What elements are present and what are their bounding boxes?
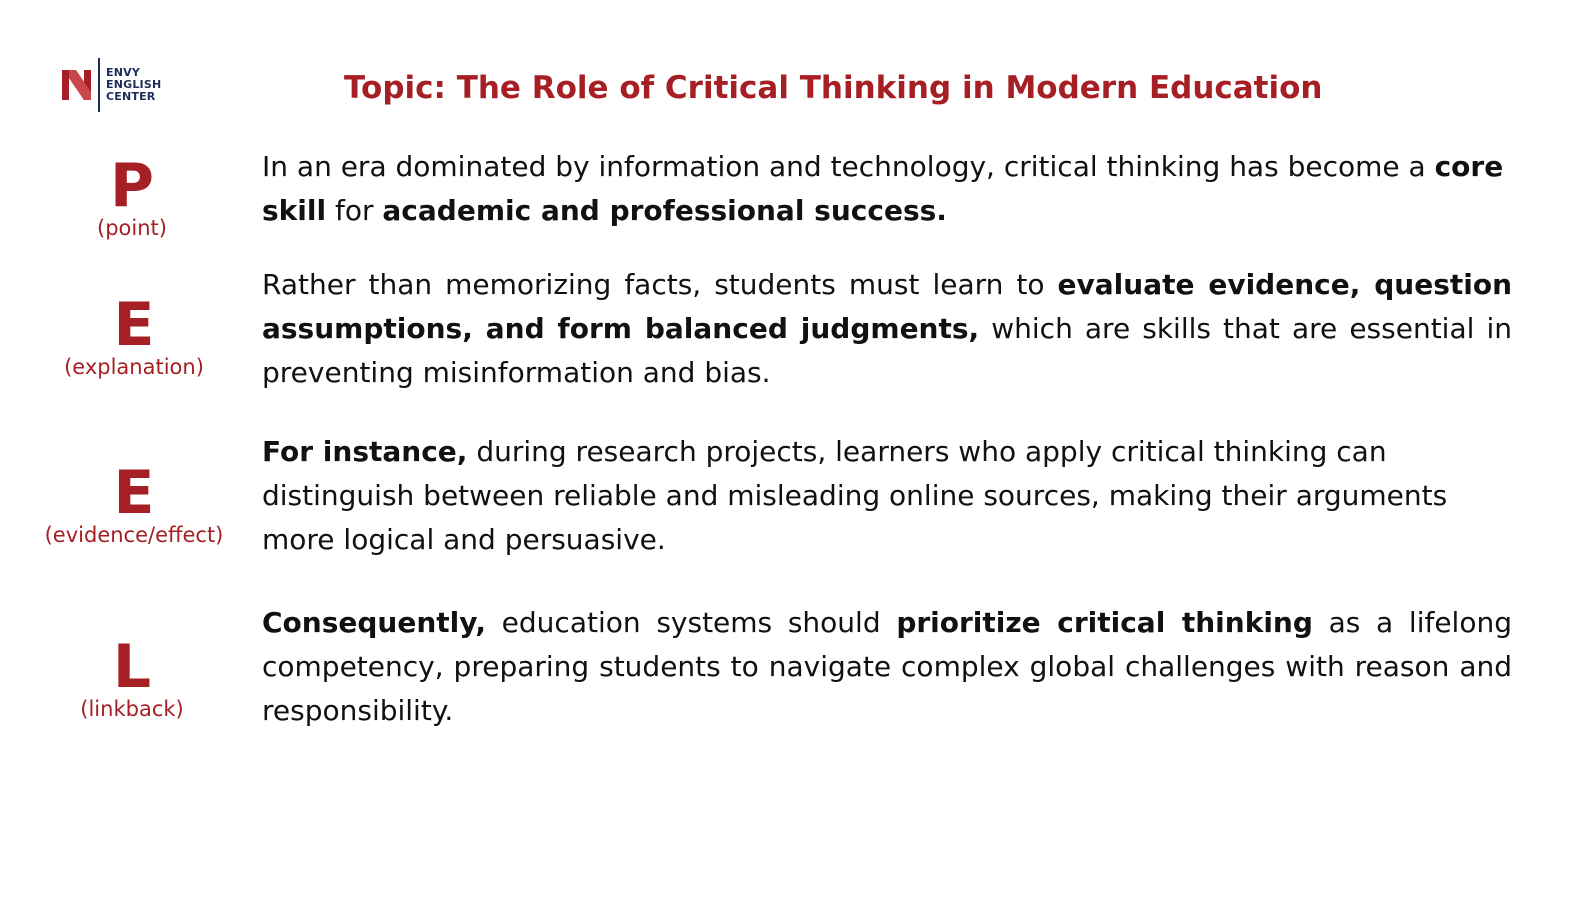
envy-english-center-logo: [60, 58, 161, 112]
point-bold-1: core skill: [262, 150, 1504, 227]
evidence-bold-1: For instance,: [262, 435, 468, 468]
label-explanation-letter: E: [113, 290, 155, 360]
paragraph-explanation: [262, 263, 1512, 395]
evidence-text-1: during research projects, learners who apply critical thinking can distinguish between reliable and misleading online sources, making their arguments more logical and persuasive.: [262, 435, 1448, 556]
label-point-word: (point): [97, 216, 167, 240]
paragraph-linkback: [262, 601, 1512, 733]
logo-line-2: ENGLISH: [106, 78, 162, 91]
label-linkback-letter: L: [112, 632, 152, 702]
logo-divider: [98, 58, 100, 112]
point-bold-2: academic and professional success.: [382, 194, 947, 227]
logo-line-3: CENTER: [106, 90, 156, 103]
explanation-bold-1: evaluate evidence, question assumptions, and form balanced judgments,: [262, 268, 1513, 345]
label-evidence-letter: E: [113, 458, 155, 528]
label-linkback: [12, 632, 252, 722]
envy-n-logo-icon: [60, 68, 94, 102]
label-explanation: [14, 290, 254, 380]
label-point-letter: P: [110, 151, 154, 221]
linkback-bold-1: Consequently,: [262, 606, 486, 639]
label-explanation-word: (explanation): [64, 355, 204, 379]
logo-text: [106, 67, 161, 103]
point-text-2: for: [326, 194, 383, 227]
explanation-text-1: Rather than memorizing facts, students must learn to: [262, 268, 1058, 301]
explanation-text-2: which are skills that are essential in preventing misinformation and bias.: [262, 312, 1512, 389]
label-linkback-word: (linkback): [80, 697, 184, 721]
logo-line-1: ENVY: [106, 66, 140, 79]
linkback-text-2: as a lifelong competency, preparing students to navigate complex global challenges with reason and responsibility.: [262, 606, 1512, 727]
linkback-bold-2: prioritize critical thinking: [896, 606, 1313, 639]
paragraph-point: [262, 145, 1512, 233]
label-evidence-word: (evidence/effect): [44, 523, 224, 547]
label-evidence: [14, 458, 254, 548]
point-text-1: In an era dominated by information and technology, critical thinking has become a: [262, 150, 1435, 183]
paragraph-evidence: [262, 430, 1512, 562]
label-point: [12, 151, 252, 241]
linkback-text-1: education systems should: [485, 606, 897, 639]
topic-title: Topic: The Role of Critical Thinking in Modern Education: [344, 70, 1323, 106]
